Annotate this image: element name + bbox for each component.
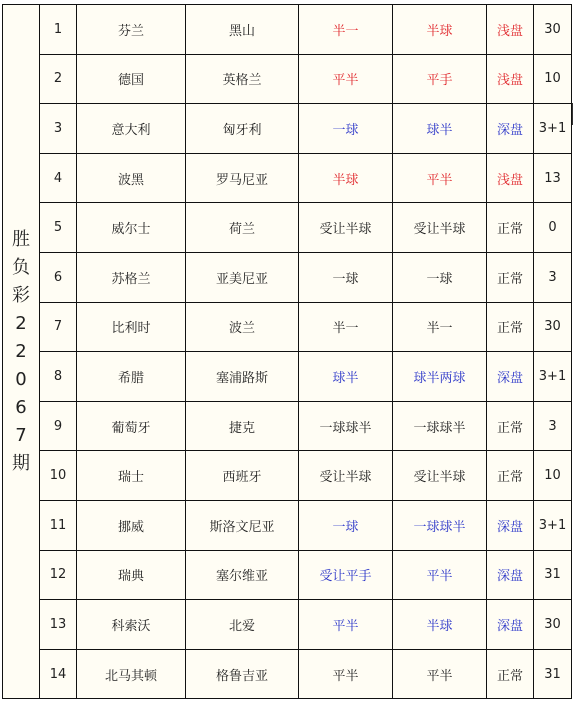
match-number-cell (40, 550, 77, 600)
match-number: 11 (49, 517, 67, 533)
away-team: 波兰 (228, 321, 255, 337)
handicap-depth: 浅盘 (496, 172, 523, 188)
selection-code-cell (534, 153, 572, 203)
handicap-current: 一球球半 (413, 519, 466, 535)
selection-code: 10 (544, 71, 561, 87)
table-row (3, 104, 572, 154)
home-team-cell (77, 550, 186, 600)
handicap-current: 平半 (426, 668, 453, 684)
handicap-current-cell (393, 302, 487, 352)
away-team-cell (186, 54, 299, 104)
match-number-cell (40, 5, 77, 55)
handicap-depth: 深盘 (496, 122, 523, 138)
handicap-depth: 浅盘 (496, 23, 523, 39)
table-row (3, 550, 572, 600)
handicap-depth: 正常 (496, 668, 523, 684)
table-row (3, 203, 572, 253)
period-title-char: 胜 (12, 228, 30, 250)
handicap-current-cell (393, 451, 487, 501)
away-team: 荷兰 (228, 222, 255, 238)
handicap-initial: 受让半球 (319, 470, 372, 486)
match-number: 5 (53, 220, 63, 236)
handicap-current: 受让半球 (413, 470, 466, 486)
selection-code: 31 (544, 666, 561, 682)
handicap-depth: 深盘 (496, 569, 523, 585)
handicap-depth-cell (487, 451, 534, 501)
handicap-current: 一球 (426, 271, 453, 287)
selection-code-cell (534, 252, 572, 302)
match-number: 2 (53, 71, 63, 87)
match-table (2, 4, 572, 699)
handicap-current-cell (393, 550, 487, 600)
handicap-initial: 半一 (332, 23, 359, 39)
home-team-cell (77, 451, 186, 501)
table-row (3, 451, 572, 501)
table-row (3, 252, 572, 302)
handicap-depth: 正常 (496, 420, 523, 436)
away-team: 塞浦路斯 (215, 370, 268, 386)
home-team: 威尔士 (111, 222, 151, 238)
handicap-depth-cell (487, 203, 534, 253)
table-row (3, 600, 572, 650)
period-title (3, 226, 39, 478)
period-title-char: 期 (12, 452, 30, 474)
selection-code-cell (534, 600, 572, 650)
away-team-cell (186, 451, 299, 501)
home-team: 葡萄牙 (111, 420, 151, 436)
handicap-depth: 正常 (496, 321, 523, 337)
match-number: 6 (53, 269, 63, 285)
handicap-initial-cell (299, 352, 393, 402)
home-team-cell (77, 302, 186, 352)
home-team-cell (77, 600, 186, 650)
handicap-current-cell (393, 153, 487, 203)
match-number-cell (40, 302, 77, 352)
home-team: 芬兰 (117, 23, 144, 39)
match-number-cell (40, 54, 77, 104)
away-team: 匈牙利 (222, 122, 262, 138)
handicap-current-cell (393, 401, 487, 451)
away-team: 格鲁吉亚 (215, 668, 268, 684)
match-number: 10 (49, 468, 67, 484)
handicap-initial: 平半 (332, 73, 359, 89)
period-title-char: 2 (15, 312, 27, 334)
handicap-initial-cell (299, 451, 393, 501)
home-team-cell (77, 54, 186, 104)
handicap-initial-cell (299, 500, 393, 550)
home-team: 希腊 (117, 370, 144, 386)
away-team-cell (186, 203, 299, 253)
period-title-char: 6 (15, 396, 27, 418)
selection-code: 30 (544, 616, 561, 632)
away-team-cell (186, 352, 299, 402)
home-team: 波黑 (117, 172, 144, 188)
handicap-depth-cell (487, 302, 534, 352)
table-row (3, 649, 572, 699)
away-team-cell (186, 500, 299, 550)
handicap-current: 平半 (426, 172, 453, 188)
handicap-initial-cell (299, 649, 393, 699)
match-number-cell (40, 451, 77, 501)
period-title-cell (3, 5, 40, 699)
selection-code: 0 (548, 220, 557, 236)
handicap-initial: 一球球半 (319, 420, 372, 436)
handicap-depth: 正常 (496, 271, 523, 287)
home-team-cell (77, 104, 186, 154)
match-number: 7 (53, 319, 63, 335)
handicap-initial: 半球 (332, 172, 359, 188)
handicap-current: 一球球半 (413, 420, 466, 436)
selection-code-cell (534, 302, 572, 352)
handicap-current: 半一 (426, 321, 453, 337)
selection-code-cell (534, 104, 572, 154)
match-number-cell (40, 203, 77, 253)
selection-code: 10 (544, 468, 561, 484)
away-team-cell (186, 252, 299, 302)
home-team-cell (77, 153, 186, 203)
away-team-cell (186, 649, 299, 699)
match-number: 4 (53, 170, 63, 186)
handicap-depth-cell (487, 252, 534, 302)
handicap-current: 受让半球 (413, 222, 466, 238)
match-table-body (3, 5, 572, 699)
selection-code-cell (534, 649, 572, 699)
handicap-depth: 深盘 (496, 618, 523, 634)
handicap-current-cell (393, 500, 487, 550)
handicap-initial-cell (299, 252, 393, 302)
table-row (3, 352, 572, 402)
away-team-cell (186, 600, 299, 650)
handicap-current: 半球 (426, 618, 453, 634)
home-team-cell (77, 500, 186, 550)
selection-code-cell (534, 5, 572, 55)
handicap-current-cell (393, 203, 487, 253)
away-team-cell (186, 5, 299, 55)
table-row (3, 302, 572, 352)
selection-code-cell (534, 203, 572, 253)
home-team-cell (77, 401, 186, 451)
selection-code: 3 (548, 269, 557, 285)
away-team: 西班牙 (222, 470, 262, 486)
away-team-cell (186, 401, 299, 451)
home-team-cell (77, 203, 186, 253)
handicap-depth-cell (487, 352, 534, 402)
handicap-current-cell (393, 352, 487, 402)
away-team: 黑山 (228, 23, 255, 39)
selection-code-cell (534, 500, 572, 550)
match-number-cell (40, 352, 77, 402)
period-title-char: 彩 (12, 284, 30, 306)
handicap-initial-cell (299, 302, 393, 352)
handicap-initial: 球半 (332, 370, 359, 386)
period-title-char: 7 (15, 424, 27, 446)
away-team-cell (186, 153, 299, 203)
handicap-initial: 受让半球 (319, 222, 372, 238)
selection-code: 3+1 (538, 120, 567, 136)
selection-code: 3 (548, 418, 557, 434)
handicap-current-cell (393, 649, 487, 699)
handicap-initial: 一球 (332, 122, 359, 138)
match-number: 3 (53, 120, 63, 136)
period-title-char: 0 (15, 368, 27, 390)
handicap-depth-cell (487, 550, 534, 600)
match-number: 13 (49, 616, 67, 632)
handicap-depth-cell (487, 500, 534, 550)
match-number-cell (40, 600, 77, 650)
handicap-depth: 浅盘 (496, 73, 523, 89)
handicap-initial-cell (299, 54, 393, 104)
match-number-cell (40, 500, 77, 550)
selection-code: 3+1 (538, 517, 567, 533)
away-team-cell (186, 302, 299, 352)
handicap-depth-cell (487, 54, 534, 104)
home-team-cell (77, 649, 186, 699)
handicap-depth: 正常 (496, 470, 523, 486)
home-team: 瑞典 (117, 569, 144, 585)
match-number-cell (40, 252, 77, 302)
match-number: 1 (53, 21, 63, 37)
table-row (3, 401, 572, 451)
away-team: 捷克 (228, 420, 255, 436)
handicap-depth: 深盘 (496, 519, 523, 535)
away-team-cell (186, 104, 299, 154)
home-team: 北马其顿 (104, 668, 157, 684)
handicap-current: 平手 (426, 73, 453, 89)
handicap-current: 半球 (426, 23, 453, 39)
table-row (3, 153, 572, 203)
handicap-initial-cell (299, 600, 393, 650)
match-number: 12 (49, 567, 67, 583)
selection-code: 30 (544, 319, 561, 335)
home-team: 德国 (117, 73, 144, 89)
selection-code-cell (534, 352, 572, 402)
away-team: 北爱 (228, 618, 255, 634)
match-number-cell (40, 649, 77, 699)
away-team: 英格兰 (222, 73, 262, 89)
handicap-initial-cell (299, 203, 393, 253)
home-team: 比利时 (111, 321, 151, 337)
handicap-current: 球半 (426, 122, 453, 138)
handicap-current: 球半两球 (413, 370, 466, 386)
selection-code: 13 (544, 170, 561, 186)
handicap-initial-cell (299, 5, 393, 55)
home-team: 意大利 (111, 122, 151, 138)
handicap-depth: 正常 (496, 222, 523, 238)
handicap-depth-cell (487, 153, 534, 203)
handicap-depth: 深盘 (496, 370, 523, 386)
table-row (3, 5, 572, 55)
handicap-initial: 受让平手 (319, 569, 372, 585)
handicap-initial-cell (299, 401, 393, 451)
handicap-current-cell (393, 5, 487, 55)
period-title-char: 负 (12, 256, 30, 278)
selection-code-cell (534, 54, 572, 104)
handicap-initial: 一球 (332, 519, 359, 535)
match-number: 14 (49, 666, 67, 682)
handicap-initial-cell (299, 550, 393, 600)
handicap-initial: 半一 (332, 321, 359, 337)
handicap-depth-cell (487, 5, 534, 55)
table-row (3, 500, 572, 550)
away-team: 亚美尼亚 (215, 271, 268, 287)
handicap-initial-cell (299, 153, 393, 203)
selection-code: 3+1 (538, 368, 567, 384)
match-number: 8 (53, 368, 63, 384)
match-number: 9 (53, 418, 63, 434)
handicap-current-cell (393, 252, 487, 302)
handicap-current-cell (393, 104, 487, 154)
home-team-cell (77, 252, 186, 302)
handicap-depth-cell (487, 649, 534, 699)
away-team-cell (186, 550, 299, 600)
handicap-initial: 一球 (332, 271, 359, 287)
handicap-depth-cell (487, 600, 534, 650)
home-team-cell (77, 352, 186, 402)
handicap-current: 平半 (426, 569, 453, 585)
handicap-initial-cell (299, 104, 393, 154)
match-number-cell (40, 104, 77, 154)
away-team: 罗马尼亚 (215, 172, 268, 188)
away-team: 斯洛文尼亚 (209, 519, 275, 535)
match-number-cell (40, 153, 77, 203)
home-team: 挪威 (117, 519, 144, 535)
period-title-char: 2 (15, 340, 27, 362)
handicap-current-cell (393, 600, 487, 650)
table-row (3, 54, 572, 104)
selection-code-cell (534, 550, 572, 600)
handicap-current-cell (393, 54, 487, 104)
handicap-initial: 平半 (332, 618, 359, 634)
home-team: 科索沃 (111, 618, 151, 634)
selection-code: 30 (544, 21, 561, 37)
handicap-depth-cell (487, 401, 534, 451)
selection-code-cell (534, 451, 572, 501)
selection-code: 31 (544, 567, 561, 583)
match-number-cell (40, 401, 77, 451)
selection-code-cell (534, 401, 572, 451)
away-team: 塞尔维亚 (215, 569, 268, 585)
home-team-cell (77, 5, 186, 55)
edge-mark (572, 103, 573, 125)
handicap-initial: 平半 (332, 668, 359, 684)
home-team: 瑞士 (117, 470, 144, 486)
handicap-depth-cell (487, 104, 534, 154)
home-team: 苏格兰 (111, 271, 151, 287)
